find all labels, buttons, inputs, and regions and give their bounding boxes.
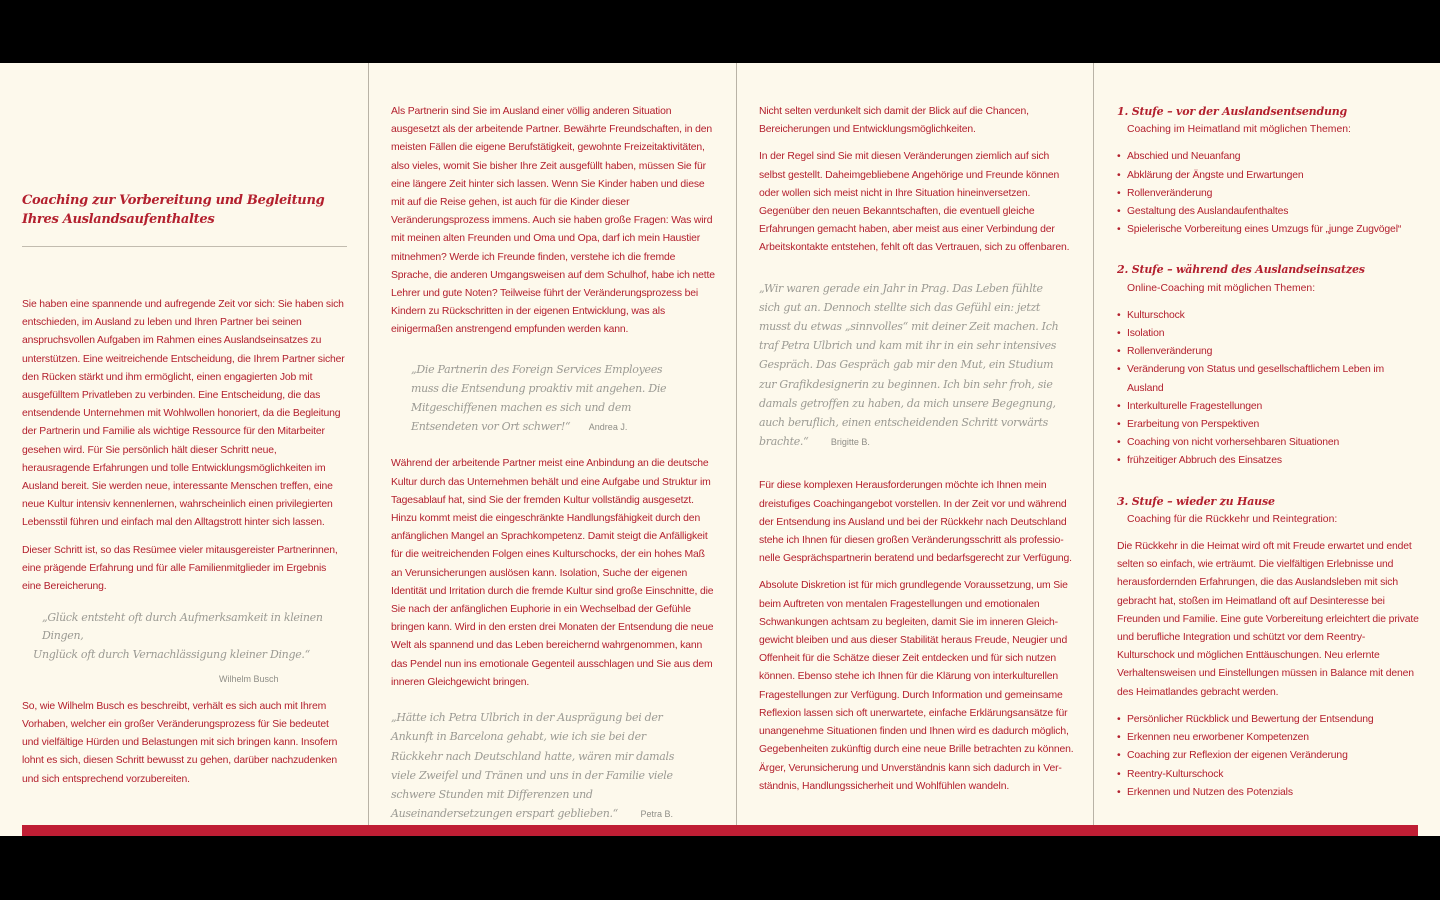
busch-quote: „Glück entsteht oft durch Aufmerksamkeit in kleinen Dingen, Unglück oft durch Vernachlässigung kleiner Dinge.“ bbox=[33, 611, 323, 661]
title-divider bbox=[22, 246, 347, 247]
quote-author: Petra B. bbox=[640, 809, 673, 820]
list-item: • Coaching von nicht vorhersehbaren Situationen bbox=[1117, 434, 1420, 452]
list-item: • Reentry-Kulturschock bbox=[1117, 766, 1420, 784]
column-1 bbox=[0, 63, 368, 836]
stage-2-subtitle: Online-Coaching mit möglichen Themen: bbox=[1127, 282, 1316, 294]
summary-paragraph: Dieser Schritt ist, so das Resümee vieler mitausgereister Partnerinnen, eine prägende Erfahrung und für alle Familienmitglieder im Ergebnis eine Bereicherung. bbox=[22, 544, 338, 593]
column-4 bbox=[1093, 63, 1440, 836]
list-item: • Rollenveränderung bbox=[1117, 343, 1420, 361]
column-2 bbox=[368, 63, 736, 836]
list-item: • Spielerische Vorbereitung eines Umzugs für „junge Zugvögel“ bbox=[1117, 221, 1420, 239]
stage-2-title: 2. Stufe – während des Auslandseinsatzes bbox=[1117, 263, 1365, 277]
column-3 bbox=[736, 63, 1093, 836]
list-item: • Kulturschock bbox=[1117, 307, 1420, 325]
list-item: • Isolation bbox=[1117, 325, 1420, 343]
stage-3-list bbox=[1117, 711, 1420, 802]
list-item: • Interkulturelle Fragestellungen bbox=[1117, 398, 1420, 416]
partner-paragraph: Als Partnerin sind Sie im Ausland einer völlig anderen Situation ausgesetzt als der arbeitende Partner. Bewährte Freundschaften, in den meisten Fällen die eigene Berufstätigkeit, gewohnte Freizeitaktivitäten, also vieles, womit Sie bisher Ihre Zeit ausgefüllt haben, müssen Sie für eine längere Zeit hinter sich lassen. Wenn Sie Kinder haben und diese mit auf die Reise gehen, ist auch für die Kinder dieser Veränderungsprozess immens. Auch sie haben große Fragen: Was wird mit meinen alten Freunden und Oma und Opa, darf ich mein Haustier mitnehmen? Werde ich Freunde finden, verstehe ich die fremde Sprache, die anderen Umgangsweisen auf dem Schulhof, habe ich nette Lehrer und gute Noten? Teilweise führt der Veränderungsprozess bei Kindern zu Rückschritten in der eigenen Entwicklung, was als einigermaßen anstrengend empfunden werden kann. bbox=[391, 106, 715, 336]
stage-1-title: 1. Stufe – vor der Auslandsentsendung bbox=[1117, 105, 1348, 118]
return-paragraph: Die Rückkehr in die Heimat wird oft mit Freude erwartet und endet selten so einfach, wie erträumt. Die vielfältigen Erlebnisse und herausfordernden Erfahrungen, die das Auslandsleben mit sich gebracht hat, stoßen im Heimatland oft auf Desinteresse bei Freunden und Familie. Eine gute Vorbereitung erleichtert die private und berufliche Integration und schützt vor dem Reentry-Kulturschock und möglichen Enttäuschungen. Neu erlernte Verhaltensweisen und Einstellungen müssen in Balance mit denen des Heimatlandes gebracht werden. bbox=[1117, 541, 1419, 698]
footer-color-bar bbox=[22, 825, 1418, 836]
culture-paragraph: Während der arbeitende Partner meist eine Anbindung an die deutsche Kultur durch das Unternehmen behält und eine Aufgabe und Struktur im Tagesablauf hat, sind Sie der fremden Kultur vollständig ausgesetzt. Hinzu kommt meist die eingeschränkte Handlungsfähigkeit durch den anfänglichen Mangel an Sprachkompetenz. Damit steigt die Anfälligkeit für die weitreichenden Folgen eines Kulturschocks, der ein hohes Maß an Verunsicherungen auslösen kann. Isolation, Suche der eigenen Identität und Irritation durch die fremde Kultur sind große Einschnitte, die Sie nach der anfänglichen Euphorie in ein Wechselbad der Gefühle bringen kann. Wird in den ersten drei Monaten der Entsendung die neue Welt als spannend und das Leben bereichernd wahrgenommen, kann das Pendel nun ins emotionale Gegenteil ausschlagen und Sie aus dem inneren Gleichgewicht bringen. bbox=[391, 458, 714, 688]
offer-paragraph: Für diese komplexen Herausforderungen möchte ich Ihnen mein dreistufiges Coachingangebot vorstellen. In der Zeit vor und während der Entsendung ins Ausland und bei der Rückkehr nach Deutschland stehe ich Ihnen für diesen großen Veränderungsschritt als professionelle Gesprächspartnerin beratend und bedarfsgerecht zur Verfügung. bbox=[759, 480, 1072, 565]
list-item: • Erkennen und Nutzen des Potenzials bbox=[1117, 784, 1420, 802]
page-title: Coaching zur Vorbereitung und Begleitung Ihres Auslandsaufenthaltes bbox=[22, 193, 325, 227]
list-item: • Gestaltung des Auslandaufenthaltes bbox=[1117, 203, 1420, 221]
list-item: • frühzeitiger Abbruch des Einsatzes bbox=[1117, 452, 1420, 470]
brigitte-quote: „Wir waren gerade ein Jahr in Prag. Das Leben fühlte sich gut an. Dennoch stellte sich das Gefühl ein: jetzt musst du etwas „sinnvolles“ mit deiner Zeit machen. Ich traf Petra Ulbrich und kam mit ihr in ein sehr intensives Gespräch. Das Gespräch gab mir den Mut, ein Studium zur Grafikdesignerin zu beginnen. Ich bin sehr froh, sie damals getroffen zu haben, da mich unsere Begegnung, auch beruflich, einen entscheidenden Schritt vorwärts brachte.“ Brigitte B. bbox=[759, 281, 1059, 449]
list-item: • Erkennen neu erworbener Kompetenzen bbox=[1117, 729, 1420, 747]
list-item: • Veränderung von Status und gesellschaftlichem Leben im Ausland bbox=[1117, 361, 1420, 397]
discretion-paragraph: Absolute Diskretion ist für mich grundlegende Voraussetzung, um Sie beim Auftreten von mentalen Fragestellungen und emotionalen Schwankungen achtsam zu begleiten, damit Sie im inneren Gleichgewicht bleiben und aus dieser Stabilität heraus Freude, Neugier und Offenheit für die Schätze dieser Zeit entdecken und für sich nutzen können. Ebenso stehe ich Ihnen für die Klärung von interkulturellen Fragestellungen zur Verfügung. Durch Information und gemeinsame Reflexion lassen sich oft unerwartete, einfache Erklärungsansätze für unangenehme Situationen finden und Ihnen wird es dadurch möglich, Gegebenheiten zukünftig durch eine neue Brille betrachten zu können. Ärger, Verunsicherung und Unverständnis kann sich dadurch in Verständnis, Handlungssicherheit und Wohlfühlen wandeln. bbox=[759, 580, 1074, 792]
quote-author: Brigitte B. bbox=[830, 437, 870, 448]
alone-paragraph: In der Regel sind Sie mit diesen Veränderungen ziemlich auf sich selbst gestellt. Daheimgebliebene Angehörige und Freunde können oder wollen sich meist nicht in Ihre Situation hineinversetzen. Gegenüber den neuen Bekanntschaften, die eventuell gleiche Erfahrungen gemacht haben, aber meist aus einer Verbindung der Arbeitskontakte entstehen, fehlt oft das Vertrauen, sich zu offenbaren. bbox=[759, 151, 1070, 254]
stage-1-list bbox=[1117, 148, 1420, 239]
brochure-page bbox=[0, 63, 1440, 836]
stage-1-subtitle: Coaching im Heimatland mit möglichen Themen: bbox=[1127, 124, 1351, 136]
busch-paragraph: So, wie Wilhelm Busch es beschreibt, verhält es sich auch mit Ihrem Vorhaben, welcher ein großer Veränderungsprozess für Sie bedeutet und vielfältige Hürden und Belastungen mit sich bringen kann. Insofern lohnt es sich, diesen Schritt bewusst zu gehen, darüber nachzudenken und sich entsprechend vorzubereiten. bbox=[22, 700, 338, 785]
quote-author: Wilhelm Busch bbox=[219, 673, 279, 684]
list-item: • Abklärung der Ängste und Erwartungen bbox=[1117, 167, 1420, 185]
andrea-quote: „Die Partnerin des Foreign Services Employees muss die Entsendung proaktiv mit angehen. Die Mitgeschiffenen machen es sich und dem Entsendeten vor Ort schwer!“ Andrea J. bbox=[411, 362, 667, 434]
chances-paragraph: Nicht selten verdunkelt sich damit der Blick auf die Chancen, Bereicherungen und Entwicklungsmöglichkeiten. bbox=[759, 106, 1029, 136]
quote-author: Andrea J. bbox=[588, 422, 628, 433]
list-item: • Erarbeitung von Perspektiven bbox=[1117, 416, 1420, 434]
list-item: • Persönlicher Rückblick und Bewertung der Entsendung bbox=[1117, 711, 1420, 729]
intro-paragraph: Sie haben eine spannende und aufregende Zeit vor sich: Sie haben sich entschieden, im Ausland zu leben und Ihren Partner bei seinen anspruchsvollen Aufgaben im Rahmen eines Auslandseinsatzes zu unterstützen. Eine weitreichende Entscheidung, die Ihrem Partner sicher den Rücken stärkt und ihm ermöglicht, einen engagierten Job mit ausgefülltem Privatleben zu verbinden. Eine Entscheidung, die das entsendende Unternehmen mit Wohlwollen honoriert, da die Begleitung der Partnerin und Familie als wichtige Ressource für den Mitarbeiter gesehen wird. Für Sie persönlich hält dieser Schritt neue, herausragende Erfahrungen und tolle Entwicklungsmöglichkeiten im Ausland bereit. Sie werden neue, interessante Menschen treffen, eine neue Kultur intensiv kennenlernen, wahrscheinlich einen privilegierten Lebensstil führen und einfach mal den Alltagstrott hinter sich lassen. bbox=[22, 299, 345, 529]
list-item: • Coaching zur Reflexion der eigenen Veränderung bbox=[1117, 747, 1420, 765]
stage-3-title: 3. Stufe – wieder zu Hause bbox=[1117, 494, 1275, 508]
list-item: • Abschied und Neuanfang bbox=[1117, 148, 1420, 166]
petra-quote: „Hätte ich Petra Ulbrich in der Ausprägung bei der Ankunft in Barcelona gehabt, wie ich sie bei der Rückkehr nach Deutschland hatte, wären mir damals viele Zweifel und Tränen und uns in der Familie viele schwere Stunden mit Differenzen und Auseinandersetzungen erspart geblieben.“ Petra B. bbox=[391, 711, 675, 821]
list-item: • Rollenveränderung bbox=[1117, 185, 1420, 203]
stage-3-subtitle: Coaching für die Rückkehr und Reintegration: bbox=[1127, 513, 1338, 525]
stage-2-list bbox=[1117, 307, 1420, 471]
